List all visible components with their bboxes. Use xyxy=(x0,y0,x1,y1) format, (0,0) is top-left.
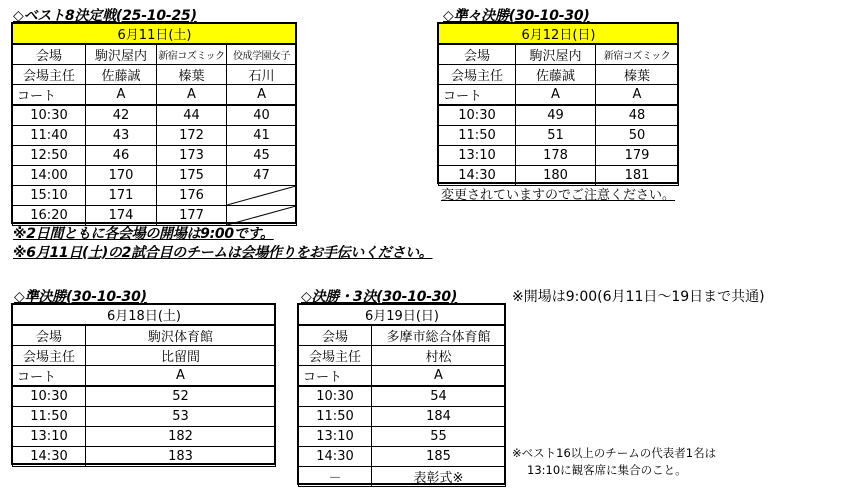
match-cell: 43 xyxy=(86,126,157,146)
semifinal-heading: ◇準決勝(30-10-30) xyxy=(14,289,147,305)
match-cell: 183 xyxy=(86,447,276,467)
quarterfinal-schedule-table xyxy=(438,23,679,186)
chief-cell: 佐藤誠 xyxy=(516,65,596,85)
time-cell: 16:20 xyxy=(13,206,86,226)
venue-label: 会場 xyxy=(439,44,516,65)
venue-shinjuku-cosmic: 新宿コズミック xyxy=(596,44,679,65)
chief-label: 会場主任 xyxy=(439,65,516,85)
court-cell: A xyxy=(86,85,157,106)
time-cell: 14:30 xyxy=(299,447,372,467)
time-cell: 13:10 xyxy=(299,427,372,447)
time-cell: 14:00 xyxy=(13,166,86,186)
best8-date: 6月11日(土) xyxy=(13,24,297,45)
match-cell: 172 xyxy=(157,126,227,146)
chief-label: 会場主任 xyxy=(13,65,86,85)
note-setup-help: ※6月11日(土)の2試合目のチームは会場作りをお手伝いください。 xyxy=(13,245,433,261)
match-cell: 182 xyxy=(86,427,276,447)
match-cell: 40 xyxy=(227,105,297,126)
time-cell: 10:30 xyxy=(13,386,86,407)
chief-label: 会場主任 xyxy=(13,346,86,366)
time-cell: 12:50 xyxy=(13,146,86,166)
match-cell: 50 xyxy=(596,126,679,146)
court-label: コート xyxy=(439,85,516,106)
chief-cell: 村松 xyxy=(372,346,506,366)
best8-schedule-table xyxy=(12,23,297,226)
time-cell: 10:30 xyxy=(13,105,86,126)
court-cell: A xyxy=(516,85,596,106)
table-row xyxy=(13,126,297,146)
table-row xyxy=(439,105,679,126)
time-cell: 14:30 xyxy=(13,447,86,467)
time-cell: 10:30 xyxy=(439,105,516,126)
table-row xyxy=(299,427,506,447)
time-cell: 11:50 xyxy=(299,407,372,427)
match-cell: 53 xyxy=(86,407,276,427)
venue-komazawa: 駒沢屋内 xyxy=(86,44,157,65)
match-cell: 180 xyxy=(516,166,596,186)
match-cell: 181 xyxy=(596,166,679,186)
match-cell: 49 xyxy=(516,105,596,126)
time-cell: 11:50 xyxy=(439,126,516,146)
diagonal-line-icon xyxy=(227,186,296,205)
time-cell: 15:10 xyxy=(13,186,86,206)
match-cell: 54 xyxy=(372,386,506,407)
match-cell: 171 xyxy=(86,186,157,206)
chief-cell: 佐藤誠 xyxy=(86,65,157,85)
change-notice: 変更されていますのでご注意ください。 xyxy=(441,188,676,203)
quarterfinal-date: 6月12日(日) xyxy=(439,24,679,45)
venue-shinjuku-cosmic: 新宿コズミック xyxy=(157,44,227,65)
match-cell: 170 xyxy=(86,166,157,186)
court-cell: A xyxy=(227,85,297,106)
best8-heading: ◇ベスト8決定戦(25-10-25) xyxy=(13,8,197,24)
match-cell: 177 xyxy=(157,206,227,226)
time-cell: 11:40 xyxy=(13,126,86,146)
venue-komazawa: 駒沢屋内 xyxy=(516,44,596,65)
semifinal-date: 6月18日(土) xyxy=(13,305,276,326)
venue-kosei-gakuen: 佼成学園女子 xyxy=(227,44,297,65)
venue-label: 会場 xyxy=(13,44,86,65)
court-cell: A xyxy=(372,366,506,387)
time-cell: 11:50 xyxy=(13,407,86,427)
table-row xyxy=(299,407,506,427)
table-row xyxy=(299,386,506,407)
chief-cell: 榛葉 xyxy=(157,65,227,85)
match-cell: 47 xyxy=(227,166,297,186)
quarterfinal-heading: ◇準々決勝(30-10-30) xyxy=(443,8,590,24)
chief-cell: 比留間 xyxy=(86,346,276,366)
match-cell: 45 xyxy=(227,146,297,166)
chief-cell: 榛葉 xyxy=(596,65,679,85)
court-cell: A xyxy=(157,85,227,106)
time-cell: 13:10 xyxy=(439,146,516,166)
court-cell: A xyxy=(596,85,679,106)
table-row xyxy=(439,126,679,146)
table-row xyxy=(13,386,276,407)
empty-slash-cell xyxy=(227,186,297,206)
match-cell: 179 xyxy=(596,146,679,166)
venue-tama-gym: 多摩市総合体育館 xyxy=(372,325,506,346)
final-heading: ◇決勝・3決(30-10-30) xyxy=(301,289,458,305)
match-cell: 55 xyxy=(372,427,506,447)
table-row xyxy=(439,146,679,166)
time-cell: － xyxy=(299,467,372,487)
match-cell: 41 xyxy=(227,126,297,146)
ceremony-cell: 表彰式※ xyxy=(372,467,506,487)
court-cell: A xyxy=(86,366,276,387)
match-cell: 175 xyxy=(157,166,227,186)
footnote-line-2: 13:10に観客席に集合のこと。 xyxy=(527,463,687,477)
match-cell: 173 xyxy=(157,146,227,166)
note-opening-both-days: ※2日間ともに各会場の開場は9:00です。 xyxy=(13,226,274,242)
table-row xyxy=(13,105,297,126)
table-row xyxy=(13,146,297,166)
time-cell: 14:30 xyxy=(439,166,516,186)
court-label: コート xyxy=(13,366,86,387)
table-row xyxy=(13,166,297,186)
semifinal-schedule-table xyxy=(12,304,276,467)
match-cell: 42 xyxy=(86,105,157,126)
match-cell: 174 xyxy=(86,206,157,226)
match-cell: 44 xyxy=(157,105,227,126)
table-row xyxy=(13,447,276,467)
match-cell: 185 xyxy=(372,447,506,467)
table-row xyxy=(299,447,506,467)
table-row xyxy=(299,467,506,487)
final-date: 6月19日(日) xyxy=(299,305,506,326)
final-schedule-table xyxy=(298,304,506,487)
venue-label: 会場 xyxy=(13,325,86,346)
match-cell: 48 xyxy=(596,105,679,126)
table-row xyxy=(13,407,276,427)
match-cell: 176 xyxy=(157,186,227,206)
court-label: コート xyxy=(13,85,86,106)
time-cell: 13:10 xyxy=(13,427,86,447)
match-cell: 52 xyxy=(86,386,276,407)
footnote-line-1: ※ベスト16以上のチームの代表者1名は xyxy=(512,446,717,460)
match-cell: 51 xyxy=(516,126,596,146)
table-row xyxy=(13,186,297,206)
court-label: コート xyxy=(299,366,372,387)
chief-cell: 石川 xyxy=(227,65,297,85)
time-cell: 10:30 xyxy=(299,386,372,407)
venue-label: 会場 xyxy=(299,325,372,346)
table-row xyxy=(13,427,276,447)
match-cell: 46 xyxy=(86,146,157,166)
opening-time-note: ※開場は9:00(6月11日～19日まで共通) xyxy=(512,289,765,305)
venue-komazawa-gym: 駒沢体育館 xyxy=(86,325,276,346)
table-row xyxy=(439,166,679,186)
match-cell: 178 xyxy=(516,146,596,166)
chief-label: 会場主任 xyxy=(299,346,372,366)
match-cell: 184 xyxy=(372,407,506,427)
